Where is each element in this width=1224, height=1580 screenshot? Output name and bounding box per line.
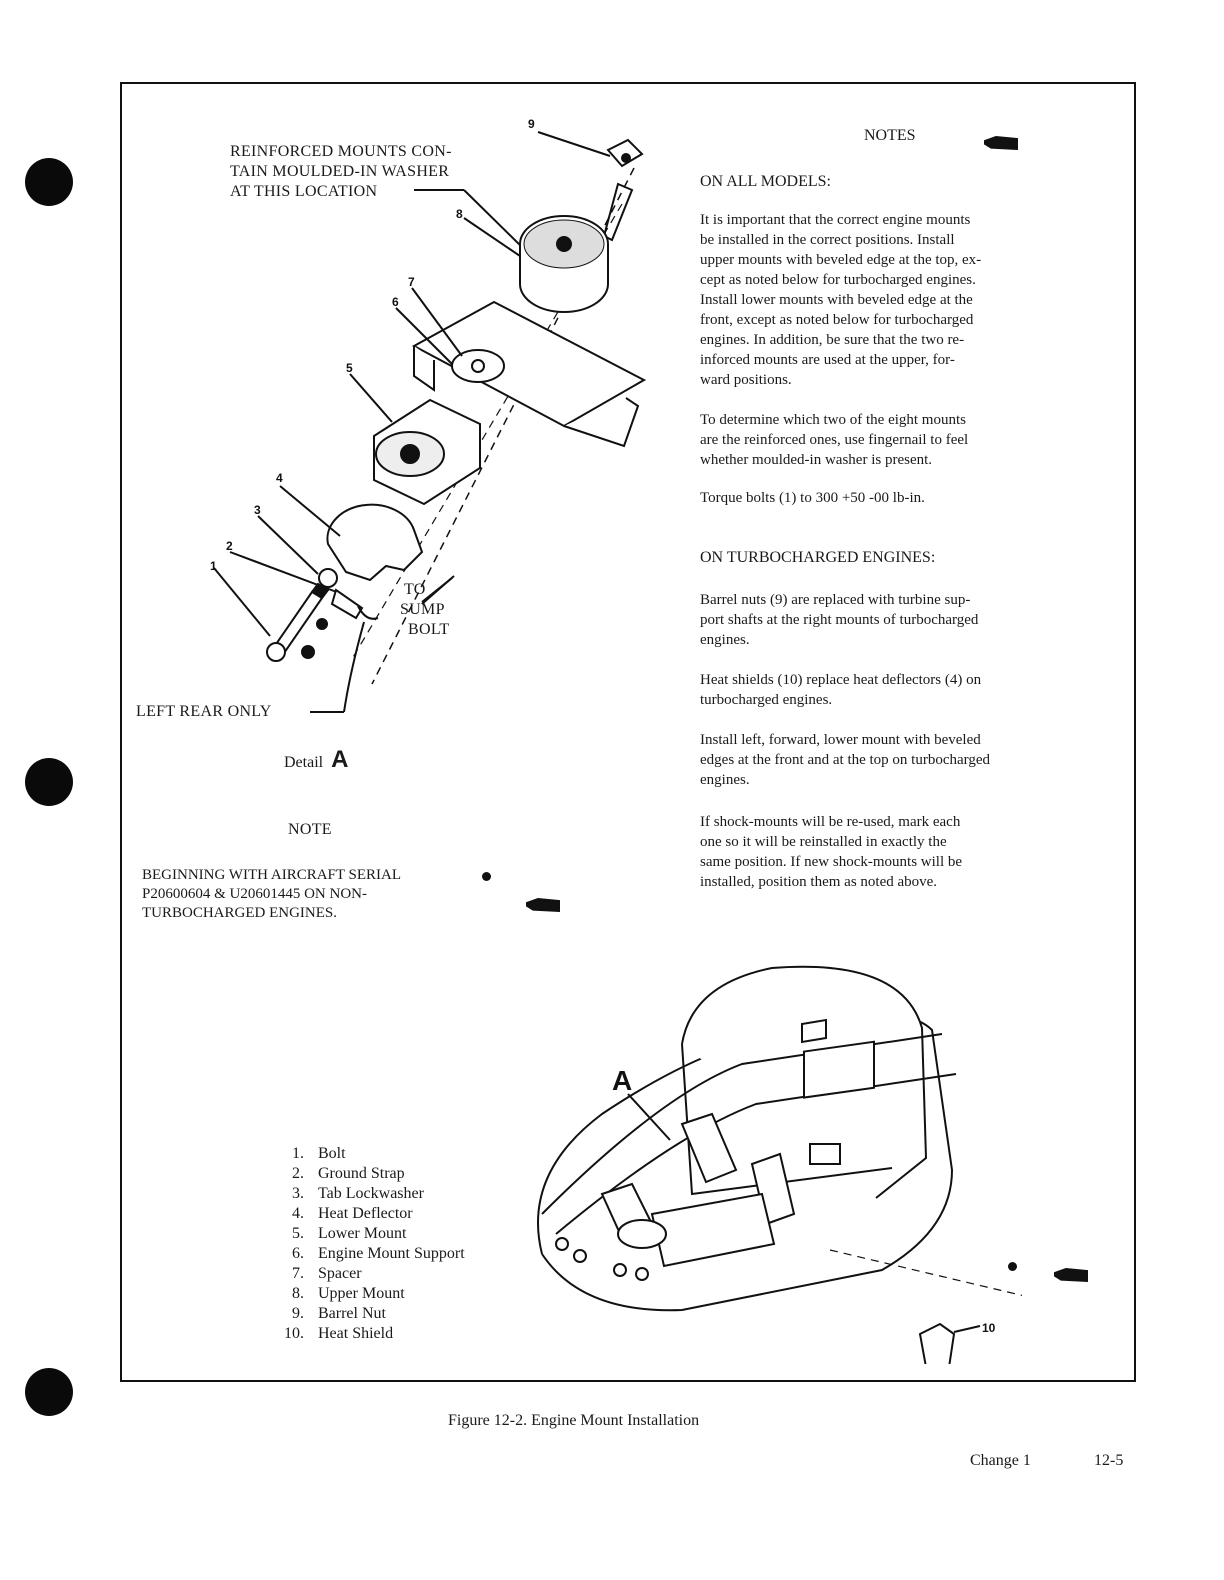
all-models-paragraph-2: [700, 410, 1120, 470]
notes-line: Install left, forward, lower mount with beveled: [700, 732, 981, 748]
detail-number-9: 9: [528, 117, 535, 131]
notes-line: front, except as noted below for turbocharged: [700, 312, 974, 328]
notes-line: engines.: [700, 772, 750, 788]
part-number: 4.: [292, 1205, 304, 1222]
part-number: 7.: [292, 1265, 304, 1282]
detail-number-1: 1: [210, 559, 217, 573]
notes-line: installed, position them as noted above.: [700, 874, 938, 890]
callout-reinforced-line: AT THIS LOCATION: [230, 183, 378, 200]
parts-list-item: [272, 1144, 465, 1164]
turbo-paragraph-1: [700, 590, 1120, 650]
turbo-paragraph-2: [700, 670, 1120, 710]
detail-label-text: Detail: [284, 754, 324, 771]
part-number: 8.: [292, 1285, 304, 1302]
part-name: Spacer: [318, 1265, 362, 1282]
notes-line: ward positions.: [700, 372, 792, 388]
note-line: P20600604 & U20601445 ON NON-: [142, 886, 367, 902]
part-number: 3.: [292, 1185, 304, 1202]
revision-tab-icon: [526, 898, 560, 912]
overview-callout-a: A: [612, 1065, 633, 1096]
engine-compartment-illustration: [502, 964, 1022, 1364]
note-heading: NOTE: [288, 821, 332, 838]
callout-left-rear-only: LEFT REAR ONLY: [136, 703, 272, 720]
overview-callout-10: 10: [982, 1321, 996, 1335]
notes-line: turbocharged engines.: [700, 692, 833, 708]
parts-list-item: [272, 1204, 465, 1224]
footer-change: Change 1: [970, 1452, 1031, 1469]
notes-heading: NOTES: [864, 127, 916, 144]
notes-line: If shock-mounts will be re-used, mark each: [700, 814, 961, 830]
notes-line: same position. If new shock-mounts will be: [700, 854, 963, 870]
parts-list-item: [272, 1244, 465, 1264]
detail-number-6: 6: [392, 295, 399, 309]
notes-line: be installed in the correct positions. Install: [700, 232, 955, 248]
notes-line: upper mounts with beveled edge at the top, ex-: [700, 252, 982, 268]
parts-list-item: [272, 1284, 465, 1304]
change-dot: [482, 872, 491, 881]
part-number: 9.: [292, 1305, 304, 1322]
detail-number-7: 7: [408, 275, 415, 289]
detail-label-letter: A: [331, 746, 349, 773]
callout-reinforced-mounts: [230, 142, 530, 202]
callout-sump-bolt: [400, 580, 450, 640]
binder-hole-top: [25, 158, 73, 206]
notes-line: Barrel nuts (9) are replaced with turbine sup-: [700, 592, 971, 608]
callout-reinforced-line: REINFORCED MOUNTS CON-: [230, 143, 452, 160]
notes-line: cept as noted below for turbocharged engines.: [700, 272, 976, 288]
part-number: 2.: [292, 1165, 304, 1182]
binder-hole-middle: [25, 758, 73, 806]
all-models-paragraph-1: [700, 210, 1120, 390]
notes-line: To determine which two of the eight mounts: [700, 412, 966, 428]
all-models-heading: ON ALL MODELS:: [700, 173, 831, 190]
part-name: Tab Lockwasher: [318, 1185, 424, 1202]
turbo-paragraph-4: [700, 812, 1120, 892]
part-name: Ground Strap: [318, 1165, 405, 1182]
note-line: BEGINNING WITH AIRCRAFT SERIAL: [142, 867, 402, 883]
notes-line: It is important that the correct engine mounts: [700, 212, 971, 228]
detail-number-2: 2: [226, 539, 233, 553]
part-name: Heat Shield: [318, 1325, 394, 1342]
callout-reinforced-line: TAIN MOULDED-IN WASHER: [230, 163, 450, 180]
parts-list: [272, 1144, 465, 1344]
notes-line: Install lower mounts with beveled edge at the: [700, 292, 973, 308]
detail-number-8: 8: [456, 207, 463, 221]
parts-list-item: [272, 1324, 465, 1344]
notes-line: engines.: [700, 632, 750, 648]
detail-number-3: 3: [254, 503, 261, 517]
turbo-heading: ON TURBOCHARGED ENGINES:: [700, 549, 936, 566]
note-body: [142, 866, 522, 923]
detail-number-4: 4: [276, 471, 283, 485]
notes-line: port shafts at the right mounts of turbocharged: [700, 612, 979, 628]
notes-line: Heat shields (10) replace heat deflectors (4) on: [700, 672, 982, 688]
part-number: 5.: [292, 1225, 304, 1242]
all-models-paragraph-3: Torque bolts (1) to 300 +50 -00 lb-in.: [700, 490, 925, 506]
parts-list-item: [272, 1264, 465, 1284]
notes-line: whether moulded-in washer is present.: [700, 452, 933, 468]
part-number: 1.: [292, 1145, 304, 1162]
detail-a-label: [284, 746, 348, 774]
change-dot: [1008, 1262, 1017, 1271]
notes-line: edges at the front and at the top on turbocharged: [700, 752, 991, 768]
part-name: Upper Mount: [318, 1285, 405, 1302]
parts-list-item: [272, 1304, 465, 1324]
notes-line: are the reinforced ones, use fingernail to feel: [700, 432, 969, 448]
footer-page-number: 12-5: [1094, 1452, 1124, 1469]
part-name: Barrel Nut: [318, 1305, 386, 1322]
parts-list-item: [272, 1164, 465, 1184]
notes-line: inforced mounts are used at the upper, for-: [700, 352, 955, 368]
part-number: 10.: [284, 1325, 304, 1342]
revision-tab-icon: [984, 136, 1018, 150]
part-name: Heat Deflector: [318, 1205, 413, 1222]
parts-list-item: [272, 1184, 465, 1204]
notes-line: one so it will be reinstalled in exactly the: [700, 834, 947, 850]
note-line: TURBOCHARGED ENGINES.: [142, 905, 337, 921]
revision-tab-icon: [1054, 1268, 1088, 1282]
callout-sump-line: BOLT: [408, 621, 450, 638]
part-name: Lower Mount: [318, 1225, 407, 1242]
binder-hole-bottom: [25, 1368, 73, 1416]
part-name: Engine Mount Support: [318, 1245, 465, 1262]
figure-caption: Figure 12-2. Engine Mount Installation: [448, 1412, 700, 1429]
notes-line: engines. In addition, be sure that the two re-: [700, 332, 965, 348]
figure-frame: [120, 82, 1136, 1382]
part-number: 6.: [292, 1245, 304, 1262]
parts-list-item: [272, 1224, 465, 1244]
detail-number-5: 5: [346, 361, 353, 375]
callout-sump-line: SUMP: [400, 601, 445, 618]
turbo-paragraph-3: [700, 730, 1120, 790]
part-name: Bolt: [318, 1145, 346, 1162]
callout-sump-line: TO: [404, 581, 426, 598]
